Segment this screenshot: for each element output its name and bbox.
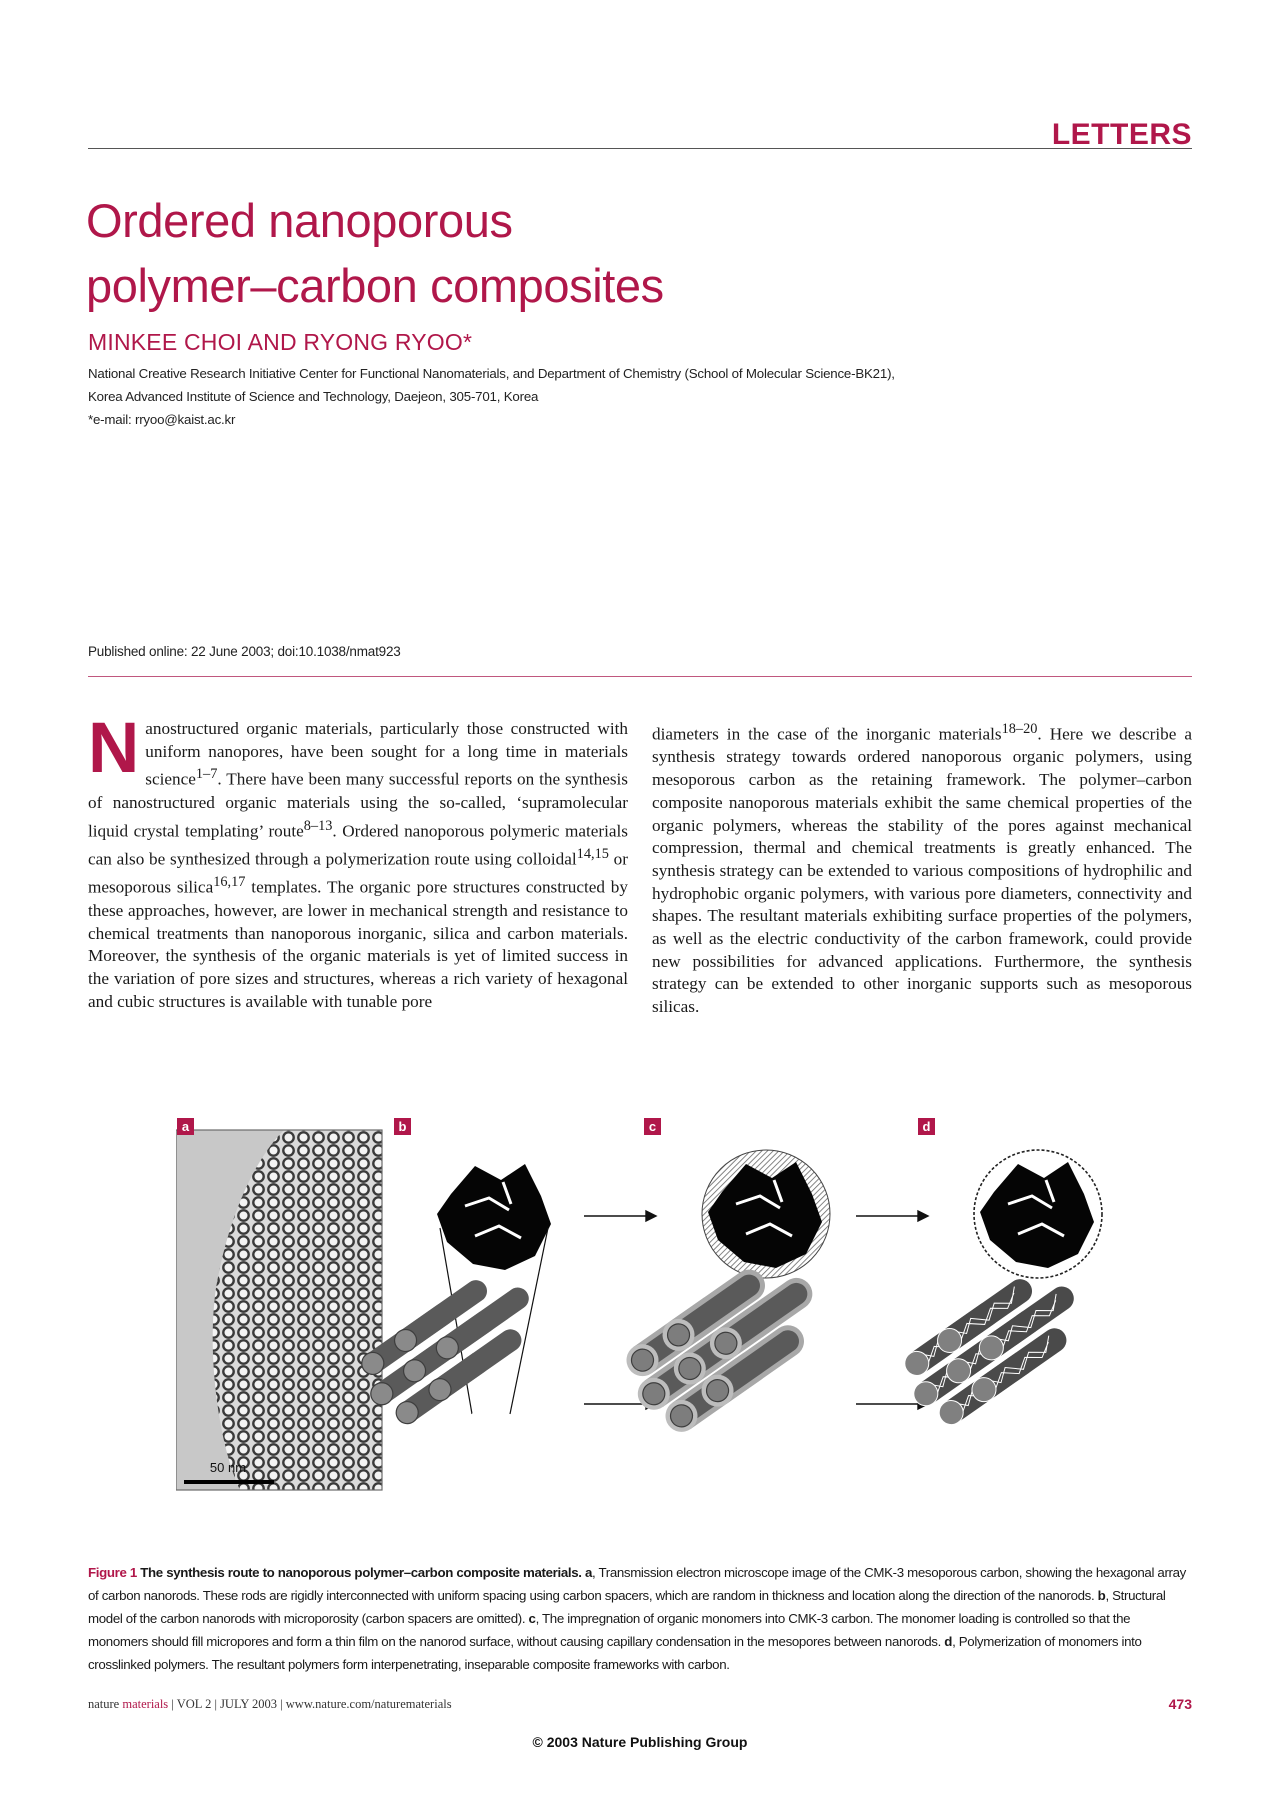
page-number: 473 [1168,1696,1192,1712]
panel-label-c: c [648,1119,657,1134]
journal-footer: nature materials | VOL 2 | JULY 2003 | www.nature.com/naturematerials [88,1697,452,1711]
affiliation-line-1: National Creative Research Initiative Center for Functional Nanomaterials, and Department of Chemistry (School of Molecular Science-BK21), [88,366,895,381]
figure-caption: Figure 1 The synthesis route to nanoporous polymer–carbon composite materials. a, Transmission electron microscope image of the CMK-3 mesoporous carbon, showing the hexagonal array of carbon nanorods. These rods are rigidly interconnected with uniform spacing using carbon spacers, which are random in thickness and location along the direction of the nanorods. b, Structural model of the carbon nanorods with microporosity (carbon spacers are omitted). c, The impregnation of organic monomers into CMK-3 carbon. The monomer loading is controlled so that the monomers should fill micropores and form a thin film on the nanorod surface, without causing capillary condensation in the mesopores between nanorods. d, Polymerization of monomers into crosslinked polymers. The resultant polymers form interpenetrating, inseparable composite frameworks with carbon. [88,1565,1186,1672]
body-paragraph-right: diameters in the case of the inorganic materials$^{18-20}$. Here we describe a synthesis strategy towards ordered nanoporous organic polymers, using mesoporous carbon as the retaining framework. The polymer–carbon composite nanoporous materials exhibit the same chemical properties of the organic polymers, whereas the stability of the pores against mechanical compression, thermal and chemical treatments is greatly enhanced. The synthesis strategy can be extended to various compositions of hydrophilic and hydrophobic organic polymers, with various pore diameters, connectivity and shapes. The resultant materials exhibiting surface properties of the polymers, as well as the electric conductivity of the carbon framework, could provide new possibilities for advanced applications. Furthermore, the synthesis strategy can be extended to other inorganic supports such as mesoporous silicas. [652,721,1193,1017]
title-line-1: Ordered nanoporous [86,194,513,247]
rod-bundle-c [612,1244,838,1444]
reference[interactable]: 1–7 [195,766,218,783]
figure-label: Figure 1 [88,1565,137,1580]
panel-label-b: b [398,1119,407,1134]
zoom-highlight-circle [470,1406,506,1442]
figure-1 [176,1118,1136,1520]
cross-section-d [974,1150,1102,1278]
reference[interactable]: 14,15 [576,845,609,862]
reference[interactable]: 8–13 [303,817,333,834]
cross-section-b [437,1164,551,1270]
scale-bar [184,1480,274,1484]
panel-label-d: d [922,1119,931,1134]
panel-label-a: a [181,1119,190,1134]
reference[interactable]: 18–20 [1001,721,1038,737]
divider-rule [88,676,1192,677]
title-line-2: polymer–carbon composites [86,259,664,312]
article-title [86,188,986,318]
affiliation-line-2: Korea Advanced Institute of Science and Technology, Daejeon, 305-701, Korea [88,389,539,404]
scale-bar-label: 50 nm [209,1460,247,1475]
rod-bundle-d [892,1257,1096,1435]
affiliation [88,362,1048,431]
body-paragraph-left: Nanostructured organic materials, particularly those constructed with uniform nanopores, have been sought for a long time in materials science$^{1-7}$. There have been many successful reports on the synthesis of nanostructured organic materials using the so-called, ‘supramolecular liquid crystal templating’ route$^{8-13}$. Ordered nanoporous polymeric materials can also be synthesized through a polymerization route using colloidal$^{14,15}$ or mesoporous silica$^{16,17}$ templates. The organic pore structures constructed by these approaches, however, are lower in mechanical strength and resistance to chemical treatments than nanoporous inorganic, silica and carbon materials. Moreover, the synthesis of the organic materials is yet of limited success in the variation of pore sizes and structures, whereas a rich variety of hexagonal and cubic structures is available with tunable pore [88,709,628,1011]
drop-cap: N [88,709,140,788]
body-column-left [88,709,628,1013]
authors: MINKEE CHOI AND RYONG RYOO* [88,329,473,355]
caption-heading: The synthesis route to nanoporous polymer–carbon composite materials. [136,1565,582,1580]
reference[interactable]: 16,17 [213,874,246,891]
cross-section-c [702,1150,830,1278]
published-info: Published online: 22 June 2003; doi:10.1038/nmat923 [88,644,401,659]
copyright-notice: © 2003 Nature Publishing Group [532,1734,748,1750]
body-column-right [652,718,1192,1019]
top-rule [88,148,1192,149]
email[interactable]: *e-mail: rryoo@kaist.ac.kr [88,412,236,427]
section-label: LETTERS [1051,118,1192,151]
